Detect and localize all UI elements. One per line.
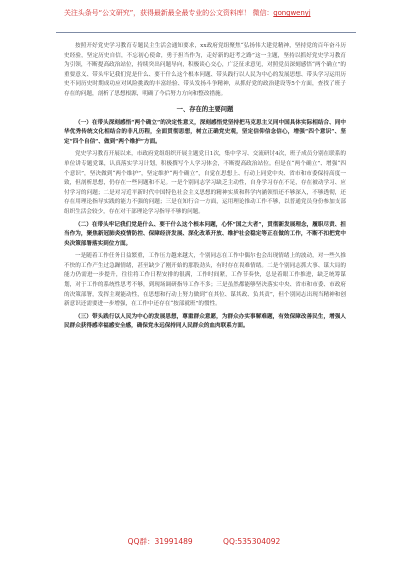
subheading-3: （三）带头践行以人民为中心的发展思想，尊重群众意愿，为群众办实事解难题，有效保障改善民生，增强人民群众获得感幸福感安全感，确保党永远保持同人民群众的血肉联系方面。 [64, 313, 346, 330]
wechat-link[interactable]: gongwenyj [273, 9, 311, 17]
body-paragraph-2: 一是随着工作任务日益繁重，工作压力越来越大，个别同志在工作中偶尔也会出现情绪上的波动，对一些久推不快的工作产生过急躁情绪，甚至缺少了刚开始的那股劲头，有时存在畏难情绪。二是个别同志抓大事、谋大局的能力仍需进一步提升，往往将工作日程安排的很满，工作时间紧，工作节奏快，总是着眼工作推进，缺乏统筹谋划，对于工作的系统性思考不够，到现场调研指导工作不多；三是虽然都能够坚决落实中央、省市和市委、市政府的决策部署，发挥主观能动性，在思想和行动上努力做到“在其位、谋其政、负其责”，但个别同志出现当精神和创新意识还需要进一步增强，在工作中还存在“按部就班”的惯性。 [64, 253, 346, 308]
subheading-2: （二）在带头牢记我们党是什么、要干什么这个根本问题，心怀“国之大者”，贯彻新发展理念，履职尽责、担当作为，聚焦新冠肺炎疫情防控、保障经济发展、深化改革开放、维护社会稳定等正在做的工作，不断不扣把党中央决策部署落实到位方面。 [64, 221, 346, 247]
subheading-1: （一）在带头深刻感悟“两个确立”的决定性意义，深刻感悟党坚持把马克思主义同中国具体实际相结合、同中华优秀传统文化相结合的非凡历程，全面贯彻思想，树立正确党史观，坚定信仰信念信心，增强“四个意识”、坚定“四个自信”、做到“两个维护”方面。 [64, 119, 346, 145]
document-body [64, 42, 346, 335]
page-header [56, 6, 356, 33]
qq-contact: QQ:535304092 [223, 537, 281, 546]
intro-paragraph: 按照开好党史学习教育专题民主生活会通知要求，xx政府党组聚焦“弘扬伟大建党精神，坚持党的百年奋斗历史经验，坚定历史自信，不忘初心使命，勇于担当作为，走好新的赶考之路”这一主题，坚持以抓好党史学习教育为引领，不断提高政治站位，持续突出问题导向，积极谈心交心，广泛征求意见，对照党员深刻感悟“两个确立”的重要意义、带头牢记我们党是什么、要干什么这个根本问题、带头践行以人民为中心的发展思想、带头学习运用历史不同历史时期成功应对风险挑战的丰富经验、带头发扬斗争精神，从抓好党的政治建设等5个方面，查找了班子存在的问题，剖析了思想根源，明确了今后努力方向和整改措施。 [64, 43, 346, 97]
qq-group: QQ群：31991489 [127, 537, 193, 546]
body-paragraph-1: 党史学习教育开展以来，市政府党组组织开展主题党日1次，集中学习、交流研讨4次，班子成员分别在联系的单位讲专题党课，认真落实学习计划，积极撰写个人学习体会，不断提高政治站位。但是在“两个确立”、增强“四个意识”，坚决做到“两个维护”，坚定维护“两个确立”，自觉在思想上、行动上同党中央、省市和市委保持高度一致，但剖析思想，仍存在一些问题和不足。一是个别同志学习缺乏主动性，自身学习存在不足，存在被动学习、应付学习的问题；二是对习近平新时代中国特色社会主义思想的精神实质和科学内涵领悟还不够深入，不够透彻，还存在用理论指导实践的能力不强的问题；三是在知行合一方面，运用理论推动工作不够，以普通党员身份参加支部组织生活会较少，存在对干部理论学习指导不够的问题。 [64, 151, 346, 215]
page-footer [0, 536, 408, 547]
section-heading: 一、存在的主要问题 [176, 105, 234, 113]
header-notice [64, 8, 311, 18]
header-prefix: 关注头条号“公文研究”，获得最新最全最专业的公文资料库！ 微信： [64, 9, 274, 17]
